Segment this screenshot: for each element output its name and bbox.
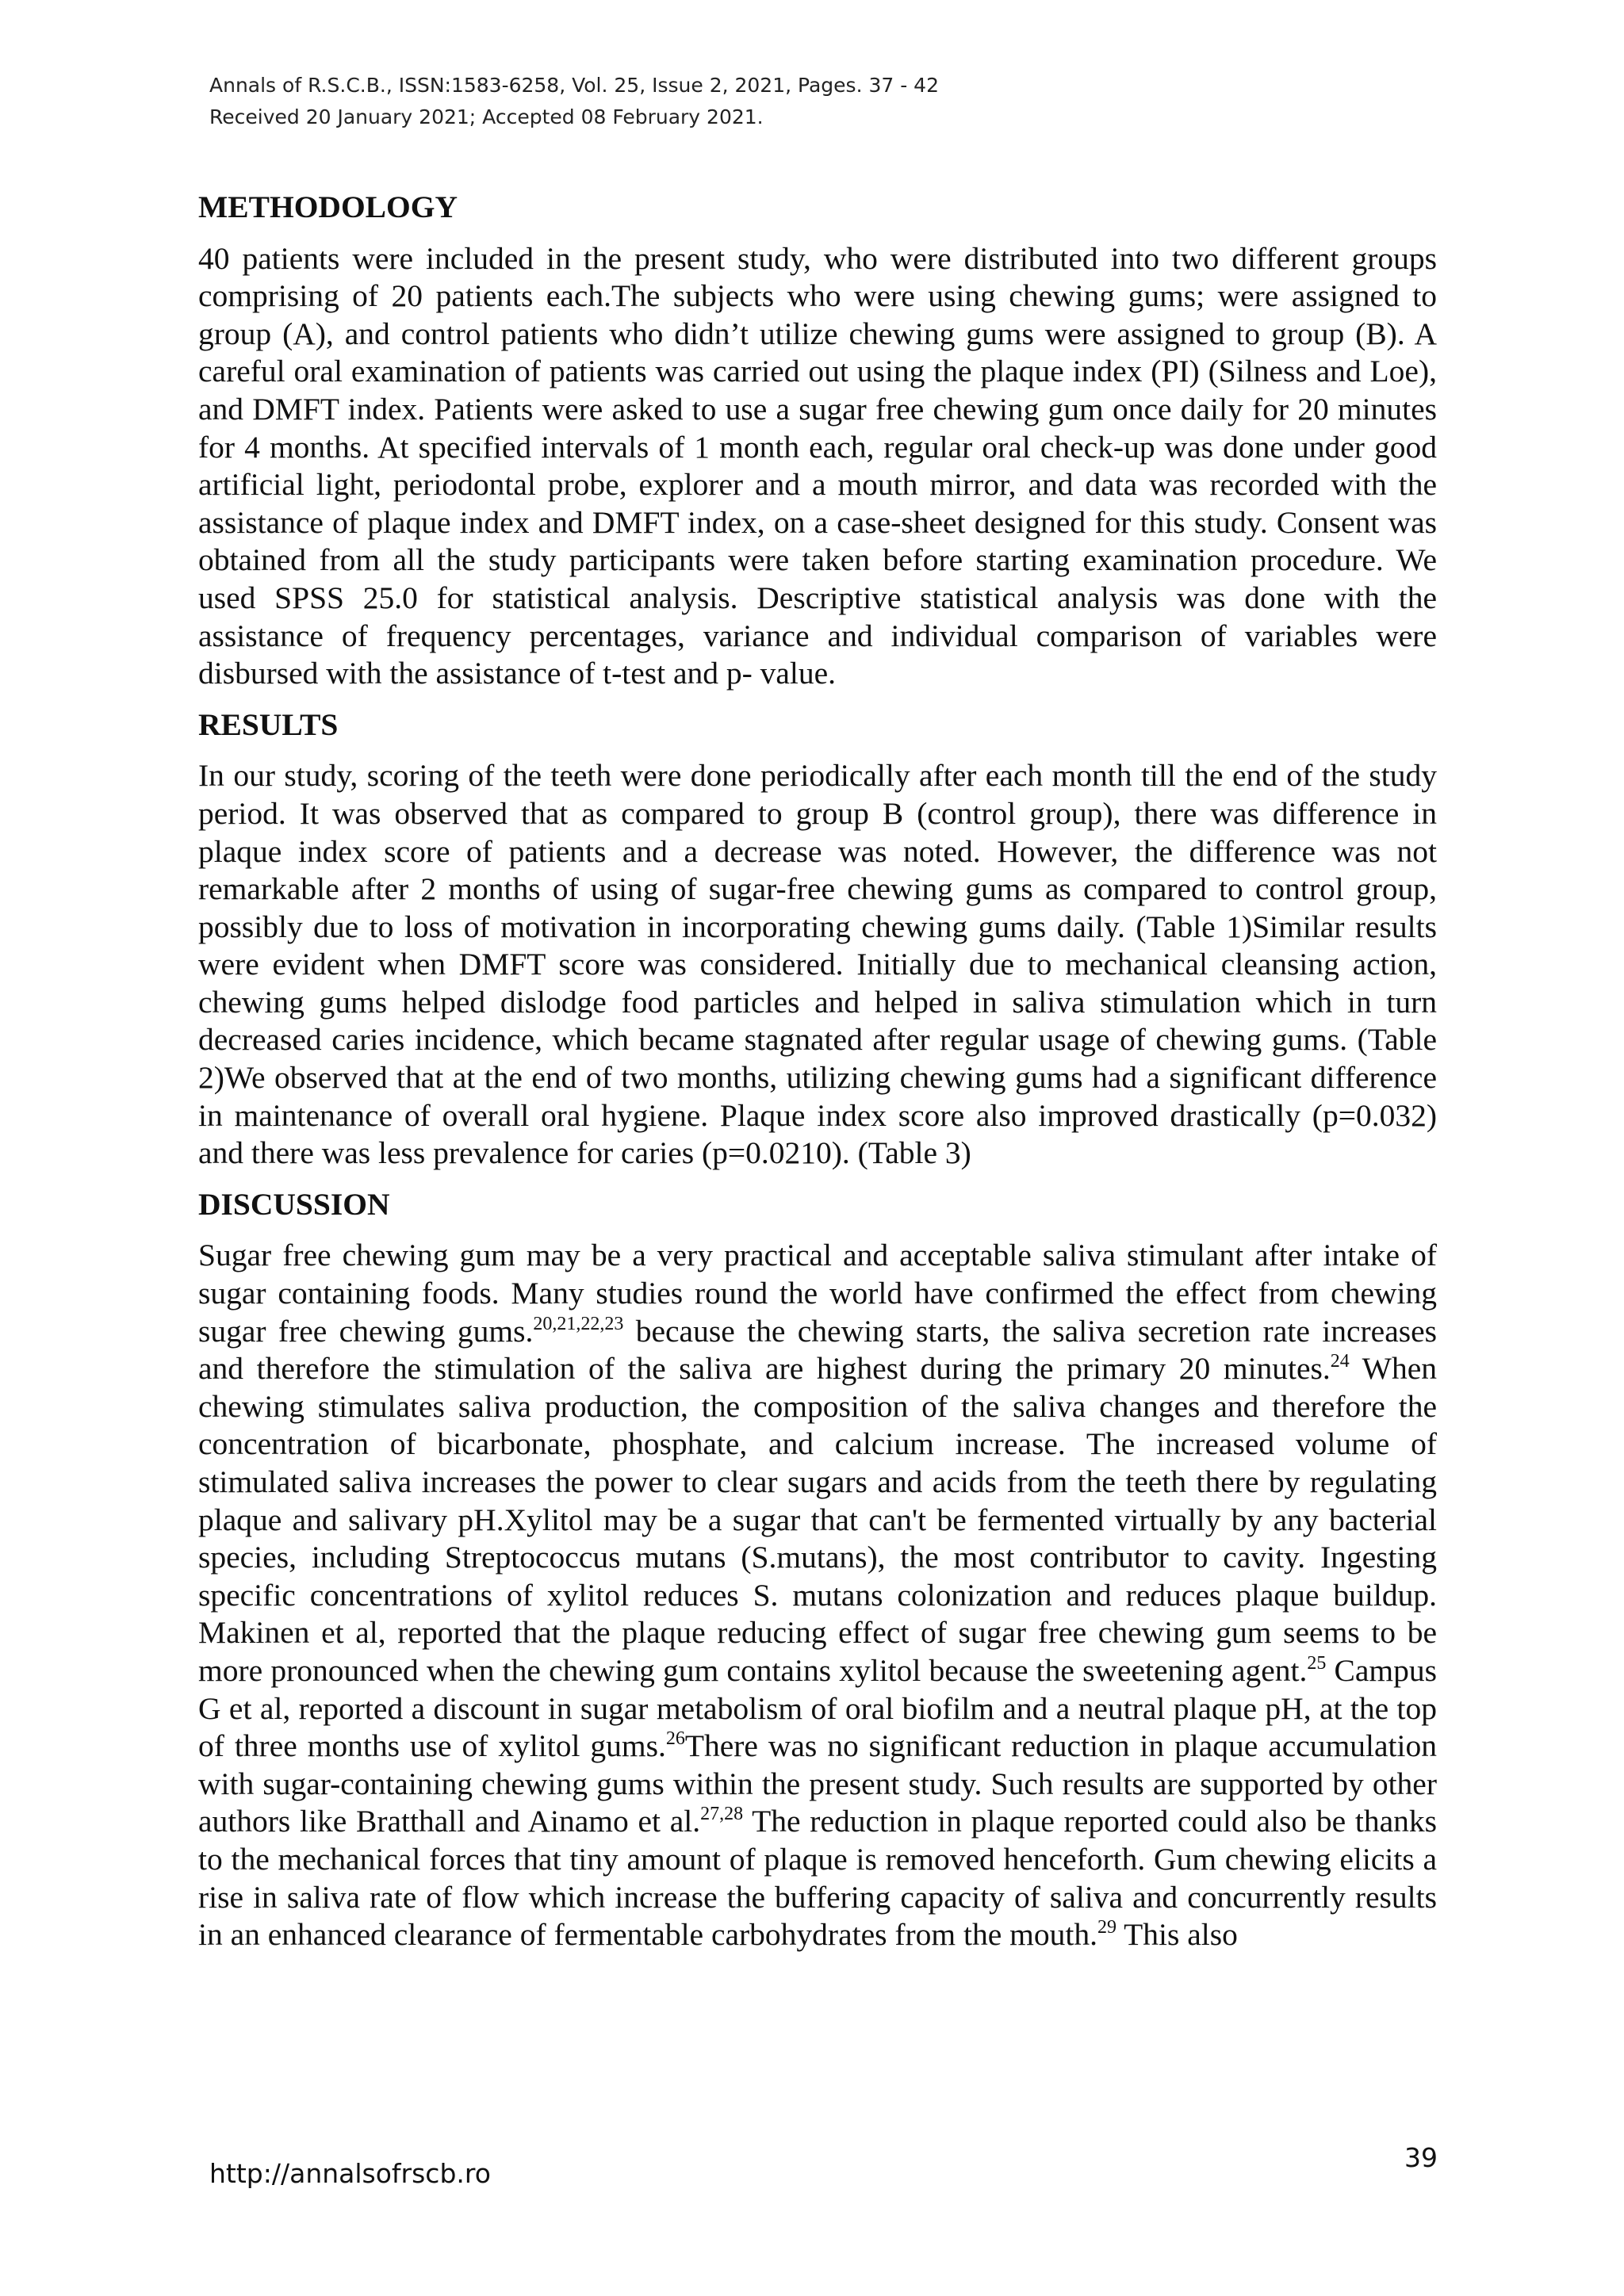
- discussion-paragraph: [198, 1237, 1437, 1954]
- methodology-paragraph: 40 patients were included in the present study, who were distributed into two different groups comprising of 20 patients each.The subjects who were using chewing gums; were assigned to group (A), and control patients who didn’t utilize chewing gums were assigned to group (B). A careful oral examination of patients was carried out using the plaque index (PI) (Silness and Loe), and DMFT index. Patients were asked to use a sugar free chewing gum once daily for 20 minutes for 4 months. At specified intervals of 1 month each, regular oral check-up was done under good artificial light, periodontal probe, explorer and a mouth mirror, and data was recorded with the assistance of plaque index and DMFT index, on a case-sheet designed for this study. Consent was obtained from all the study participants were taken before starting examination procedure. We used SPSS 25.0 for statistical analysis. Descriptive statistical analysis was done with the assistance of frequency percentages, variance and individual comparison of variables were disbursed with the assistance of t-test and p- value.: [198, 240, 1437, 691]
- results-section: [198, 706, 1437, 1173]
- discussion-text: The reduction in plaque reported could also be thanks to the mechanical forces that tiny amount of plaque is removed henceforth. Gum chewing elicits a rise in saliva rate of flow which increase the buffering capacity of saliva and concurrently results in an enhanced clearance of fermentable carbohydrates from the mouth.: [198, 1804, 1437, 1953]
- running-header: [209, 70, 939, 133]
- results-paragraph: In our study, scoring of the teeth were done periodically after each month till the end of the study period. It was observed that as compared to group B (control group), there was difference in plaque index score of patients and a decrease was noted. However, the difference was not remarkable after 2 months of using of sugar-free chewing gums as compared to control group, possibly due to loss of motivation in incorporating chewing gums daily. (Table 1)Similar results were evident when DMFT score was considered. Initially due to mechanical cleansing action, chewing gums helped dislodge food particles and helped in saliva stimulation which in turn decreased caries incidence, which became stagnated after regular usage of chewing gums. (Table 2)We observed that at the end of two months, utilizing chewing gums had a significant difference in maintenance of overall oral hygiene. Plaque index score also improved drastically (p=0.032) and there was less prevalence for caries (p=0.0210). (Table 3): [198, 758, 1437, 1171]
- results-heading: RESULTS: [198, 706, 339, 742]
- received-accepted-line: Received 20 January 2021; Accepted 08 February 2021.: [209, 105, 764, 128]
- citation-superscript: 25: [1307, 1652, 1327, 1674]
- discussion-section: [198, 1186, 1437, 1954]
- discussion-text: Sugar free chewing gum may be a very practical and acceptable saliva stimulant after intake of sugar containing foods. Many studies round the world have confirmed the effect from chewing sugar free chewing gums.: [198, 1238, 1437, 1349]
- journal-url-link[interactable]: http://annalsofrscb.ro: [209, 2158, 491, 2189]
- discussion-text: There was no significant reduction in plaque accumulation with sugar-containing chewing gums within the present study. Such results are supported by other authors like Bratthall and Ainamo et al.: [198, 1728, 1438, 1839]
- citation-superscript: 20,21,22,23: [533, 1313, 624, 1334]
- citation-superscript: 24: [1330, 1351, 1350, 1372]
- citation-superscript: 26: [665, 1728, 685, 1750]
- citation-superscript: 29: [1097, 1917, 1116, 1938]
- discussion-heading: DISCUSSION: [198, 1186, 390, 1222]
- discussion-text: This also: [1116, 1917, 1238, 1953]
- page-number: 39: [1404, 2142, 1438, 2173]
- journal-citation-line: Annals of R.S.C.B., ISSN:1583-6258, Vol. 25, Issue 2, 2021, Pages. 37 - 42: [209, 74, 939, 97]
- methodology-heading: METHODOLOGY: [198, 189, 458, 224]
- methodology-section: [198, 189, 1437, 693]
- article-body: [198, 189, 1437, 1968]
- citation-superscript: 27,28: [700, 1804, 744, 1825]
- discussion-text: because the chewing starts, the saliva secretion rate increases and therefore the stimulation of the saliva are highest during the primary 20 minutes.: [198, 1313, 1437, 1387]
- discussion-text: Campus G et al, reported a discount in sugar metabolism of oral biofilm and a neutral plaque pH, at the top of three months use of xylitol gums.: [198, 1652, 1437, 1764]
- discussion-text: When chewing stimulates saliva production, the composition of the saliva changes and therefore the concentration of bicarbonate, phosphate, and calcium increase. The increased volume of stimulated saliva increases the power to clear sugars and acids from the teeth there by regulating plaque and salivary pH.Xylitol may be a sugar that can't be fermented virtually by any bacterial species, including Streptococcus mutans (S.mutans), the most contributor to cavity. Ingesting specific concentrations of xylitol reduces S. mutans colonization and reduces plaque buildup. Makinen et al, reported that the plaque reducing effect of sugar free chewing gum seems to be more pronounced when the chewing gum contains xylitol because the sweetening agent.: [198, 1351, 1437, 1688]
